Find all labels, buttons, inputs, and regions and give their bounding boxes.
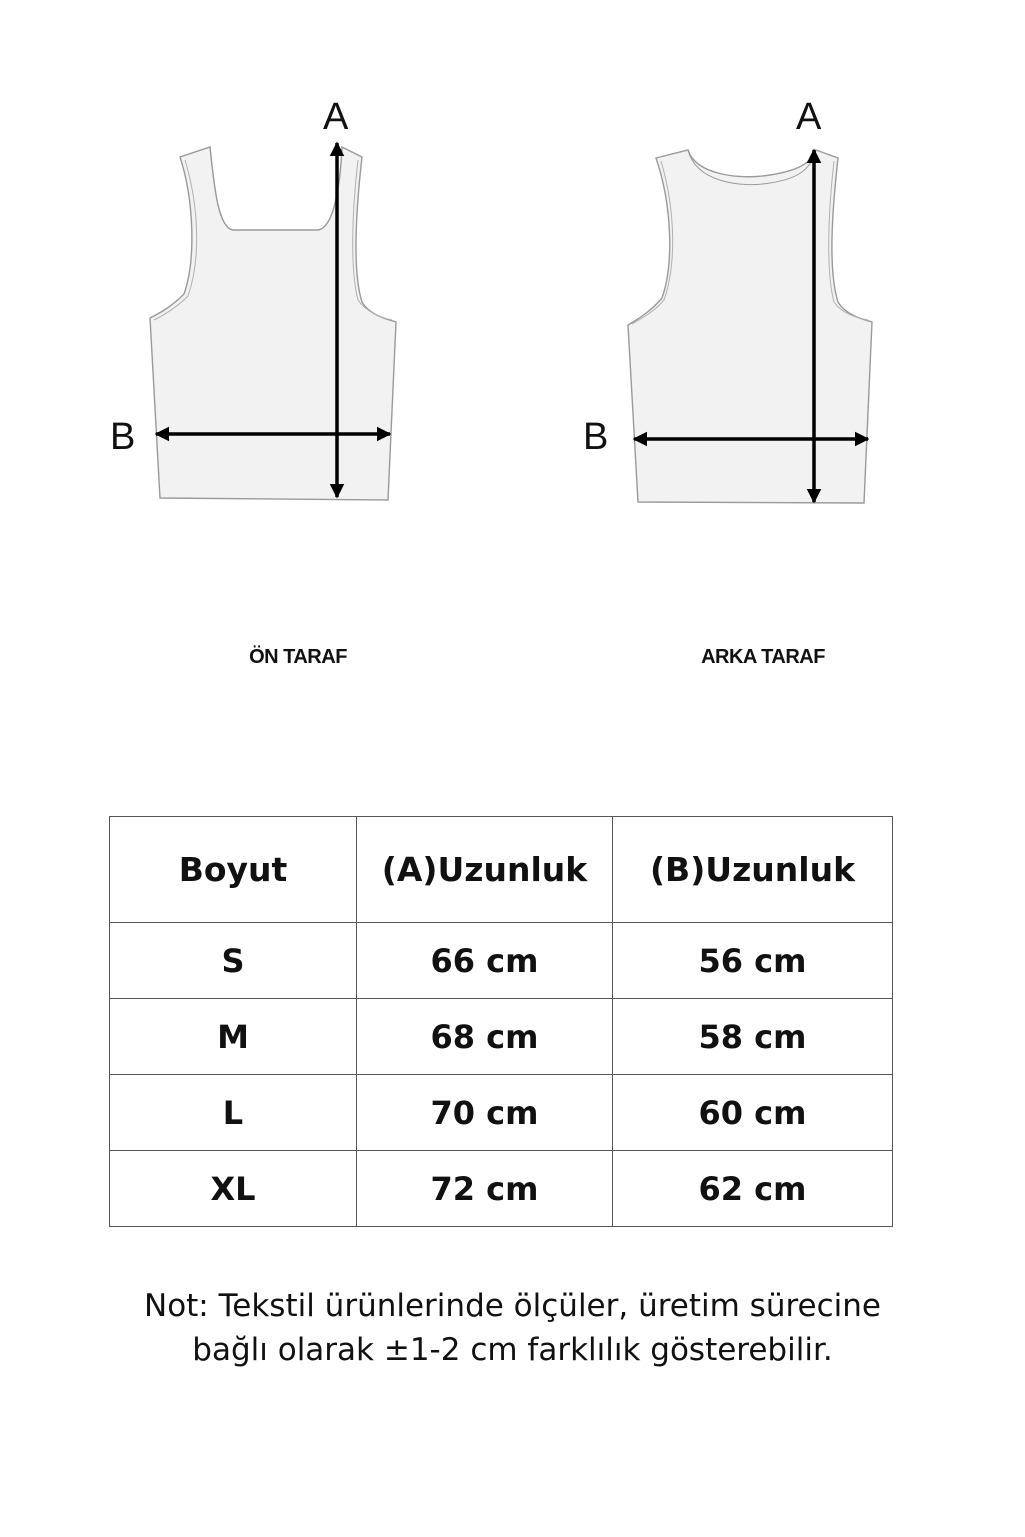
table-row (110, 1151, 893, 1227)
back-tank-top-illustration (628, 150, 872, 503)
table-row (110, 1075, 893, 1151)
tolerance-note (0, 1284, 1025, 1372)
back-length-marker-a: A (796, 96, 822, 138)
header-length-b: (B)Uzunluk (613, 817, 893, 923)
cell-size: M (110, 999, 357, 1075)
front-garment-body (150, 147, 396, 500)
front-side-label: ÖN TARAF (249, 646, 347, 668)
front-tank-top-illustration (150, 143, 396, 500)
cell-size: S (110, 923, 357, 999)
back-width-marker-b: B (583, 416, 609, 458)
front-neckline-trim (210, 147, 342, 230)
cell-length-a: 68 cm (357, 999, 613, 1075)
back-side-label: ARKA TARAF (701, 646, 825, 668)
cell-size: L (110, 1075, 357, 1151)
front-width-marker-b: B (110, 416, 136, 458)
header-length-a: (A)Uzunluk (357, 817, 613, 923)
size-chart-table (109, 816, 893, 1227)
back-garment-body (628, 150, 872, 503)
note-line-1: Not: Tekstil ürünlerinde ölçüler, üretim sürecine (144, 1288, 881, 1324)
cell-length-b: 56 cm (613, 923, 893, 999)
cell-size: XL (110, 1151, 357, 1227)
cell-length-a: 70 cm (357, 1075, 613, 1151)
measurement-diagram (0, 0, 1025, 560)
cell-length-a: 72 cm (357, 1151, 613, 1227)
table-header-row (110, 817, 893, 923)
cell-length-b: 58 cm (613, 999, 893, 1075)
cell-length-b: 60 cm (613, 1075, 893, 1151)
cell-length-b: 62 cm (613, 1151, 893, 1227)
header-size: Boyut (110, 817, 357, 923)
table-row (110, 999, 893, 1075)
front-length-marker-a: A (323, 96, 349, 138)
note-line-2: bağlı olarak ±1-2 cm farklılık gösterebilir. (192, 1332, 833, 1368)
cell-length-a: 66 cm (357, 923, 613, 999)
table-row (110, 923, 893, 999)
